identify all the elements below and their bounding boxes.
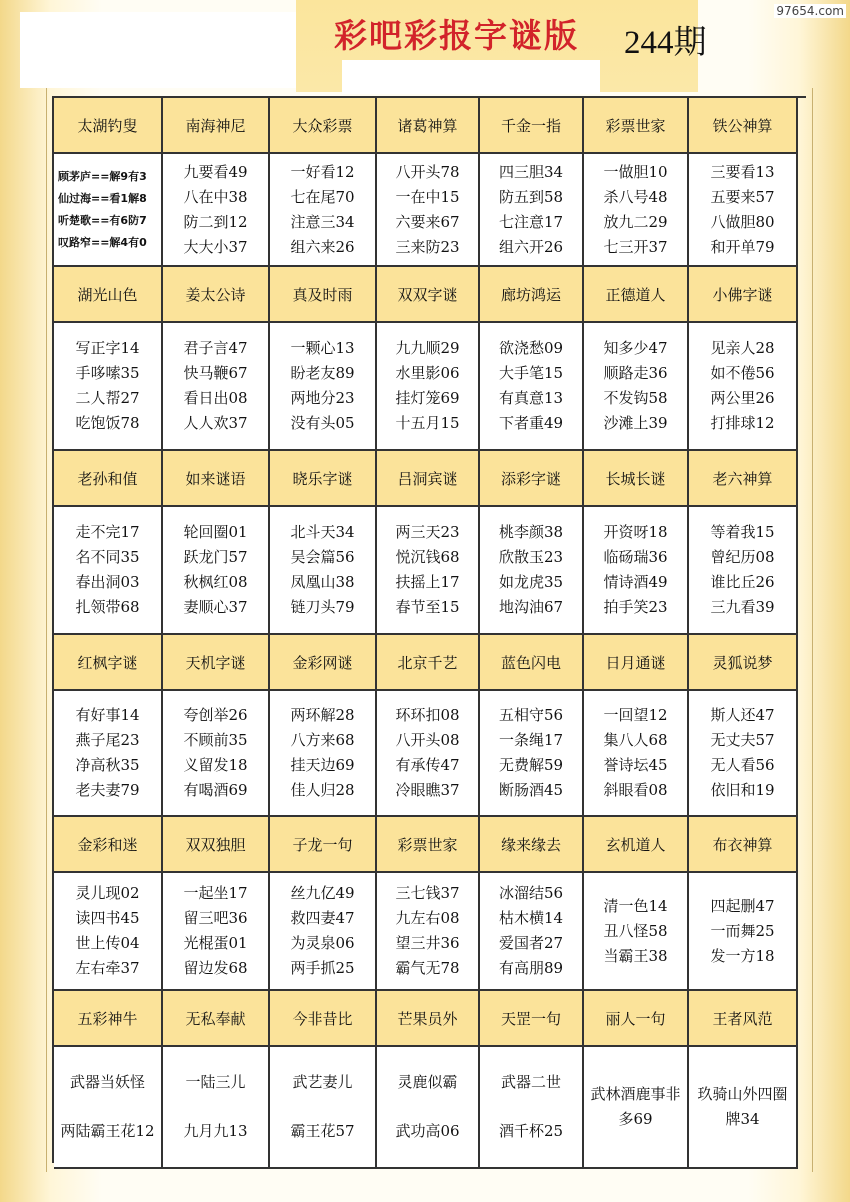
riddle-line: 组六来26	[290, 237, 355, 256]
riddle-line: 六要来67	[395, 212, 460, 231]
riddle-cell	[689, 323, 798, 451]
riddle-line: 世上传04	[75, 934, 140, 952]
column-title: 玄机道人	[584, 817, 689, 873]
riddle-cell	[584, 323, 689, 451]
riddle-line: 不发钩58	[603, 389, 668, 407]
riddle-table	[52, 96, 806, 1163]
riddle-line: 断肠酒45	[498, 781, 564, 799]
riddle-cell	[377, 154, 480, 267]
riddle-line: 有承传47	[395, 756, 460, 774]
riddle-cell	[689, 507, 798, 635]
riddle-cell	[54, 507, 163, 635]
riddle-line: 大大小37	[183, 237, 248, 256]
riddle-line: 挂灯笼69	[395, 389, 460, 407]
riddle-line: 没有头05	[290, 414, 355, 432]
riddle-line: 老夫妻79	[75, 781, 140, 799]
column-title: 晓乐字谜	[270, 451, 377, 507]
riddle-line: 轮回圈01	[183, 523, 248, 541]
riddle-line: 拍手笑23	[603, 598, 668, 616]
riddle-line: 吴会篇56	[290, 548, 355, 566]
riddle-line: 灵鹿似霸	[397, 1073, 458, 1092]
riddle-cell	[689, 873, 798, 991]
riddle-line: 名不同35	[75, 548, 140, 566]
riddle-line: 霸气无78	[395, 959, 460, 977]
riddle-line: 见亲人28	[710, 339, 775, 357]
riddle-cell	[689, 691, 798, 817]
riddle-line: 环环扣08	[395, 706, 460, 724]
riddle-line: 一颗心13	[290, 339, 355, 357]
riddle-line: 依旧和19	[710, 781, 775, 799]
riddle-line: 佳人归28	[290, 781, 355, 799]
riddle-line: 冷眼瞧37	[395, 781, 460, 799]
riddle-line: 跃龙门57	[183, 548, 248, 566]
riddle-line: 两三天23	[395, 523, 460, 541]
riddle-cell	[54, 154, 163, 267]
column-title: 芒果员外	[377, 991, 480, 1047]
riddle-cell	[689, 1047, 798, 1169]
riddle-cell	[480, 154, 584, 267]
riddle-line: 链刀头79	[290, 598, 355, 616]
column-title: 彩票世家	[377, 817, 480, 873]
riddle-line: 净高秋35	[75, 756, 140, 774]
riddle-cell	[163, 1047, 270, 1169]
column-title: 今非昔比	[270, 991, 377, 1047]
riddle-line: 无费解59	[498, 756, 564, 774]
riddle-line: 丑八怪58	[603, 921, 668, 940]
riddle-line: 写正字14	[75, 339, 140, 357]
riddle-line: 春节至15	[395, 598, 460, 616]
riddle-line: 无人看56	[710, 756, 775, 774]
riddle-cell	[480, 507, 584, 635]
riddle-cell	[480, 873, 584, 991]
riddle-line: 有真意13	[498, 389, 564, 407]
riddle-line: 一回望12	[603, 706, 668, 724]
riddle-cell	[163, 691, 270, 817]
riddle-line: 走不完17	[75, 523, 140, 541]
riddle-line: 武艺妻儿	[292, 1073, 353, 1092]
riddle-line: 欲浇愁09	[498, 339, 564, 357]
riddle-line: 有喝酒69	[183, 781, 248, 799]
column-title: 无私奉献	[163, 991, 270, 1047]
riddle-line: 三九看39	[710, 598, 775, 616]
riddle-line: 玖骑山外四圈牌34	[697, 1085, 788, 1128]
riddle-line: 四起删47	[710, 896, 775, 915]
riddle-line: 挂天边69	[290, 756, 355, 774]
riddle-cell	[163, 154, 270, 267]
column-title: 吕洞宾谜	[377, 451, 480, 507]
column-title: 天罡一句	[480, 991, 584, 1047]
riddle-cell	[54, 691, 163, 817]
riddle-line: 无丈夫57	[710, 731, 775, 749]
riddle-line: 有好事14	[75, 706, 140, 724]
column-title: 子龙一句	[270, 817, 377, 873]
riddle-line: 丝九亿49	[290, 884, 355, 902]
riddle-line: 北斗天34	[290, 523, 355, 541]
riddle-line: 八开头08	[395, 731, 460, 749]
riddle-line: 二人帮27	[75, 389, 140, 407]
riddle-line: 一而舞25	[710, 921, 775, 940]
riddle-line: 八开头78	[395, 162, 460, 181]
column-title: 双双独胆	[163, 817, 270, 873]
issue-number: 244期	[624, 25, 707, 61]
riddle-line: 盼老友89	[290, 364, 355, 382]
column-title: 布衣神算	[689, 817, 798, 873]
riddle-line: 两手抓25	[290, 959, 355, 977]
riddle-line: 左右牵37	[75, 959, 140, 977]
riddle-line: 情诗酒49	[603, 573, 668, 591]
riddle-line: 凤凰山38	[290, 573, 355, 591]
riddle-line: 地沟油67	[498, 598, 564, 616]
riddle-line: 不顾前35	[183, 731, 248, 749]
riddle-line: 光棍蛋01	[183, 934, 248, 952]
riddle-cell	[377, 691, 480, 817]
riddle-cell	[584, 1047, 689, 1169]
riddle-cell	[480, 1047, 584, 1169]
riddle-line: 七在尾70	[290, 187, 355, 206]
riddle-line: 顾茅庐==解9有3	[58, 169, 147, 183]
riddle-line: 和开单79	[710, 237, 775, 256]
riddle-line: 武器二世	[500, 1073, 561, 1092]
column-title: 长城长谜	[584, 451, 689, 507]
riddle-line: 如龙虎35	[498, 573, 564, 591]
riddle-line: 沙滩上39	[603, 414, 668, 432]
column-title: 天机字谜	[163, 635, 270, 691]
riddle-line: 打排球12	[710, 414, 775, 432]
riddle-cell	[377, 323, 480, 451]
riddle-line: 救四妻47	[290, 909, 355, 927]
riddle-line: 人人欢37	[183, 414, 248, 432]
riddle-line: 誉诗坛45	[603, 756, 668, 774]
riddle-line: 义留发18	[183, 756, 248, 774]
column-title: 灵狐说梦	[689, 635, 798, 691]
column-title: 廊坊鸿运	[480, 267, 584, 323]
riddle-cell	[584, 691, 689, 817]
riddle-line: 斯人还47	[710, 706, 775, 724]
riddle-line: 知多少47	[603, 339, 668, 357]
riddle-line: 一做胆10	[603, 162, 668, 181]
riddle-line: 三来防23	[395, 237, 460, 256]
column-title: 湖光山色	[54, 267, 163, 323]
riddle-line: 霸王花57	[290, 1121, 355, 1140]
riddle-line: 夸创举26	[183, 706, 248, 724]
column-title: 太湖钓叟	[54, 98, 163, 154]
column-title: 姜太公诗	[163, 267, 270, 323]
riddle-line: 叹路窄==解4有0	[58, 235, 147, 249]
column-title: 千金一指	[480, 98, 584, 154]
column-title: 王者风范	[689, 991, 798, 1047]
column-title: 诸葛神算	[377, 98, 480, 154]
riddle-line: 大手笔15	[498, 364, 564, 382]
riddle-line: 注意三34	[290, 212, 355, 231]
column-title: 红枫字谜	[54, 635, 163, 691]
riddle-line: 集八人68	[603, 731, 668, 749]
column-title: 真及时雨	[270, 267, 377, 323]
riddle-line: 曾纪历08	[710, 548, 775, 566]
riddle-line: 两环解28	[290, 706, 355, 724]
riddle-line: 防五到58	[498, 187, 564, 206]
riddle-line: 望三井36	[395, 934, 460, 952]
riddle-cell	[689, 154, 798, 267]
riddle-cell	[584, 154, 689, 267]
riddle-line: 欣散玉23	[498, 548, 564, 566]
riddle-cell	[163, 323, 270, 451]
riddle-line: 一好看12	[290, 162, 355, 181]
riddle-line: 看日出08	[183, 389, 248, 407]
riddle-line: 手哆嗦35	[75, 364, 140, 382]
column-title: 正德道人	[584, 267, 689, 323]
riddle-line: 九要看49	[183, 162, 248, 181]
riddle-line: 有高朋89	[498, 959, 564, 977]
column-title: 金彩和迷	[54, 817, 163, 873]
riddle-line: 悦沉钱68	[395, 548, 460, 566]
riddle-line: 发一方18	[710, 946, 775, 965]
riddle-line: 三七钱37	[395, 884, 460, 902]
column-title: 日月通谜	[584, 635, 689, 691]
riddle-line: 灵儿现02	[75, 884, 140, 902]
riddle-cell	[270, 154, 377, 267]
riddle-line: 组六开26	[498, 237, 564, 256]
riddle-cell	[163, 873, 270, 991]
riddle-line: 仙过海==看1解8	[58, 191, 147, 205]
riddle-cell	[270, 507, 377, 635]
column-title: 大众彩票	[270, 98, 377, 154]
riddle-line: 一条绳17	[498, 731, 564, 749]
riddle-line: 吃饱饭78	[75, 414, 140, 432]
riddle-line: 防二到12	[183, 212, 248, 231]
riddle-line: 五要来57	[710, 187, 775, 206]
column-title: 添彩字谜	[480, 451, 584, 507]
riddle-line: 快马鞭67	[183, 364, 248, 382]
riddle-line: 顺路走36	[603, 364, 668, 382]
riddle-line: 一陆三儿	[185, 1073, 246, 1092]
riddle-line: 斜眼看08	[603, 781, 668, 799]
riddle-line: 八方来68	[290, 731, 355, 749]
header-blank-center	[342, 60, 600, 94]
header-blank-left	[20, 12, 296, 88]
riddle-cell	[480, 691, 584, 817]
column-title: 五彩神牛	[54, 991, 163, 1047]
riddle-line: 下者重49	[498, 414, 564, 432]
column-title: 老孙和值	[54, 451, 163, 507]
riddle-line: 开资呀18	[603, 523, 668, 541]
riddle-line: 一起坐17	[183, 884, 248, 902]
riddle-cell	[270, 873, 377, 991]
column-title: 铁公神算	[689, 98, 798, 154]
riddle-cell	[270, 323, 377, 451]
column-title: 缘来缘去	[480, 817, 584, 873]
riddle-line: 春出洞03	[75, 573, 140, 591]
riddle-line: 当霸王38	[603, 946, 668, 965]
column-title: 丽人一句	[584, 991, 689, 1047]
riddle-line: 九九顺29	[395, 339, 460, 357]
riddle-line: 三要看13	[710, 162, 775, 181]
riddle-line: 七注意17	[498, 212, 564, 231]
riddle-line: 五相守56	[498, 706, 564, 724]
riddle-line: 八在中38	[183, 187, 248, 206]
riddle-line: 七三开37	[603, 237, 668, 256]
riddle-cell	[54, 873, 163, 991]
column-title: 如来谜语	[163, 451, 270, 507]
riddle-cell	[377, 507, 480, 635]
riddle-line: 如不倦56	[710, 364, 775, 382]
riddle-cell	[163, 507, 270, 635]
riddle-line: 扎领带68	[75, 598, 140, 616]
riddle-line: 留三吧36	[183, 909, 248, 927]
column-title: 彩票世家	[584, 98, 689, 154]
riddle-line: 妻顺心37	[183, 598, 248, 616]
riddle-cell	[480, 323, 584, 451]
column-title: 蓝色闪电	[480, 635, 584, 691]
riddle-line: 秋枫红08	[183, 573, 248, 591]
riddle-line: 听楚歌==有6防7	[58, 213, 147, 227]
column-title: 北京千艺	[377, 635, 480, 691]
riddle-line: 酒千杯25	[498, 1121, 564, 1140]
riddle-cell	[54, 1047, 163, 1169]
riddle-cell	[377, 873, 480, 991]
riddle-line: 两陆霸王花12	[60, 1121, 155, 1140]
column-title: 老六神算	[689, 451, 798, 507]
riddle-line: 九左右08	[395, 909, 460, 927]
riddle-line: 桃李颜38	[498, 523, 564, 541]
riddle-line: 读四书45	[75, 909, 140, 927]
column-title: 金彩网谜	[270, 635, 377, 691]
riddle-line: 等着我15	[710, 523, 775, 541]
riddle-line: 谁比丘26	[710, 573, 775, 591]
left-frame-line	[46, 88, 47, 1172]
riddle-line: 九月九13	[183, 1121, 248, 1140]
column-title: 南海神尼	[163, 98, 270, 154]
riddle-line: 临砀瑞36	[603, 548, 668, 566]
riddle-line: 武器当妖怪	[69, 1073, 145, 1092]
page-title: 彩吧彩报字谜版	[334, 16, 579, 55]
riddle-line: 冰溜结56	[498, 884, 564, 902]
riddle-line: 八做胆80	[710, 212, 775, 231]
riddle-line: 水里影06	[395, 364, 460, 382]
site-watermark: 97654.com	[776, 4, 844, 18]
riddle-line: 清一色14	[603, 896, 668, 915]
column-title: 小佛字谜	[689, 267, 798, 323]
riddle-cell	[584, 873, 689, 991]
riddle-line: 两公里26	[710, 389, 775, 407]
riddle-cell	[584, 507, 689, 635]
riddle-line: 武功高06	[395, 1121, 460, 1140]
right-frame-line	[812, 88, 813, 1172]
riddle-line: 燕子尾23	[75, 731, 140, 749]
riddle-line: 为灵泉06	[290, 934, 355, 952]
riddle-line: 武林酒鹿事非多69	[590, 1085, 681, 1128]
riddle-cell	[54, 323, 163, 451]
riddle-line: 十五月15	[395, 414, 460, 432]
riddle-line: 四三胆34	[498, 162, 564, 181]
riddle-cell	[270, 691, 377, 817]
riddle-line: 放九二29	[603, 212, 668, 231]
riddle-line: 枯木横14	[498, 909, 564, 927]
riddle-cell	[377, 1047, 480, 1169]
riddle-line: 留边发68	[183, 959, 248, 977]
riddle-line: 杀八号48	[603, 187, 668, 206]
riddle-line: 一在中15	[395, 187, 460, 206]
column-title: 双双字谜	[377, 267, 480, 323]
riddle-line: 爱国者27	[498, 934, 564, 952]
riddle-line: 扶摇上17	[395, 573, 460, 591]
riddle-cell	[270, 1047, 377, 1169]
riddle-line: 两地分23	[290, 389, 355, 407]
riddle-line: 君子言47	[183, 339, 248, 357]
